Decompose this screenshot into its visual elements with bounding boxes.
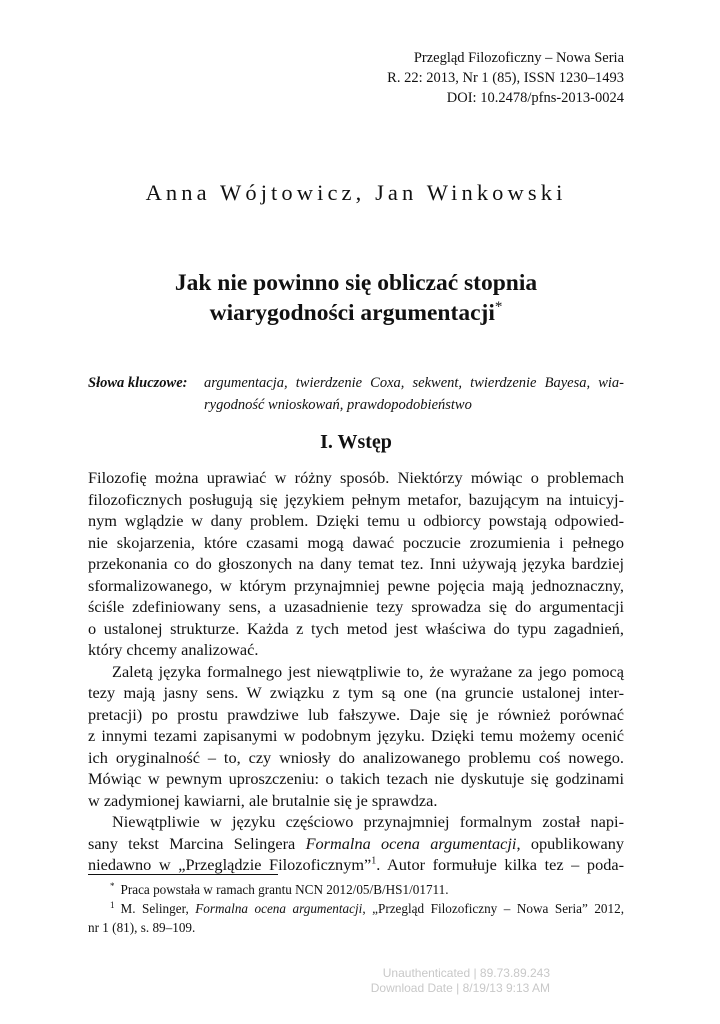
cited-title: Formalna ocena argumentacji [305,833,517,853]
title-line-2-text: wiarygodności argumentacji [209,300,495,326]
footnote-star [88,880,624,899]
text-line: nym wglądzie w dany problem. Dzięki temu u odbiorcy powstają odpowied- [88,511,624,530]
title-line-1: Jak nie powinno się obliczać stopnia [174,270,538,296]
authors: Anna Wójtowicz, Jan Winkowski [145,180,567,205]
text-line: który chcemy analizować. [88,640,259,659]
text-line: przekonania co do głoszonych na dany temat tez. Inni używają języka bardziej [88,554,624,573]
text-segment: niedawno w „Przeglądzie Filozoficznym” [88,855,372,874]
body-text [88,467,624,876]
footnote-star-marker: * [110,880,115,891]
footnotes [88,880,624,937]
text-segment: , opublikowany [516,833,624,853]
text-line: nie skojarzenia, które czasami mogą dawać poczucie zrozumienia i pełnego [88,532,624,552]
text-line: z innymi tezami zapisanymi w podobnym języku. Dzięki temu możemy ocenić [88,726,624,745]
keywords-text [204,373,624,416]
title-footnote-marker: * [494,299,503,316]
article-title [88,268,624,328]
footnote-1 [88,899,624,918]
footnote-star-text: Praca powstała w ramach grantu NCN 2012/05/B/HS1/01711. [120,882,449,897]
keywords-block [88,373,624,416]
keywords-line-1: argumentacja, twierdzenie Coxa, sekwent, twierdzenie Bayesa, wia- [204,375,624,391]
cited-title: Formalna ocena argumentacji [195,901,363,916]
footnote-1-marker: 1 [110,899,115,910]
text-line: tezy mają jasny sens. W związku z tym są one (na gruncie ustalonej inter- [88,683,624,702]
journal-header [224,48,624,108]
text-segment: . Autor formułuje kilka tez – poda- [376,855,624,874]
text-line: Zaletą języka formalnego jest niewątpliwie to, że wyrażane za jego pomocą [112,661,624,681]
text-line: sformalizowanego, w którym przynajmniej pewne pojęcia mają jednoznaczny, [88,575,624,595]
text-line: o ustalonej strukturze. Każda z tych metod jest właściwa do typu zagadnień, [88,618,624,638]
text-line: Mówiąc w pewnym uproszczeniu: o takich tezach nie dyskutuje się godzinami [88,769,624,788]
text-line: filozoficznych posługują się językiem pełnym metafor, bazującym na intuicyj- [88,489,624,509]
text-line [88,854,624,876]
paragraph-2 [88,661,624,812]
journal-volume: R. 22: 2013, Nr 1 (85), ISSN 1230–1493 [387,70,624,86]
paragraph-3 [88,811,624,876]
text-line: ich oryginalność – to, czy wniosły do analizowanego problemu coś nowego. [88,747,624,767]
download-watermark [371,966,550,996]
section-heading: I. Wstęp [320,431,392,453]
watermark-line-1: Unauthenticated | 89.73.89.243 [382,966,550,980]
text-line: Niewątpliwie w języku częściowo przynajmniej formalnym został napi- [112,812,624,831]
text-segment: M. Selinger, [120,901,196,916]
text-segment: , „Przegląd Filozoficzny – Nowa Seria” 2012, [362,901,624,916]
paragraph-1 [88,467,624,661]
text-line: Filozofię można uprawiać w różny sposób. Niektórzy mówiąc o problemach [88,468,624,487]
text-line: pretacji) po prostu prawdziwe lub fałszywe. Daje się je również porównać [88,704,624,724]
keywords-label: Słowa kluczowe: [88,375,188,391]
footnote-ref-1: 1 [371,855,377,867]
text-segment: sany tekst Marcina Selingera [88,833,306,853]
text-line: w zadymionej kawiarni, ale brutalnie się je sprawdza. [88,790,438,810]
title-line-2 [88,298,624,328]
watermark-line-2: Download Date | 8/19/13 9:13 AM [370,981,550,995]
text-line [88,833,624,855]
footnote-divider [88,874,278,875]
keywords-line-2: rygodność wnioskowań, prawdopodobieństwo [204,396,472,413]
footnote-1-line-2: nr 1 (81), s. 89–109. [88,920,196,935]
journal-name: Przegląd Filozoficzny – Nowa Seria [413,50,624,66]
text-line: ściśle zdefiniowany sens, a uzasadnienie tezy sprowadza się do argumentacji [88,597,624,616]
doi-text: DOI: 10.2478/pfns-2013-0024 [446,90,624,106]
